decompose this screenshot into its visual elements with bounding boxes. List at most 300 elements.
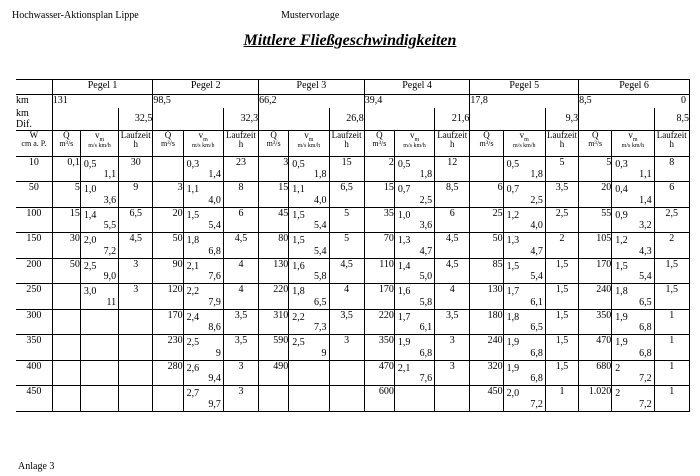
v-cell (394, 309, 434, 335)
v-kmh-value: 9,7 (208, 398, 221, 410)
v-kmh-value: 7,2 (103, 245, 117, 257)
lz-unit: h (238, 139, 244, 150)
v-cell (183, 156, 223, 182)
v-subscript: m (203, 136, 208, 143)
v-cell (612, 207, 654, 233)
v-kmh-value: 7,2 (530, 398, 543, 410)
v-ms-value: 1,9 (397, 337, 411, 348)
velocity-table (16, 79, 690, 412)
v-cell (80, 182, 118, 208)
laufzeit-value: 6 (654, 182, 689, 208)
v-ms-value: 1,8 (506, 311, 520, 323)
pegel-km (364, 95, 470, 108)
v-ms-value: 2,2 (186, 286, 200, 297)
v-symbol: v (198, 129, 204, 140)
q-value: 680 (579, 360, 612, 386)
dif-spacer (153, 108, 223, 131)
q-value: 590 (259, 335, 289, 361)
v-kmh-value: 3,2 (639, 220, 652, 231)
v-ms-value: 2,7 (186, 388, 200, 399)
v-ms-value: 1,5 (615, 260, 628, 272)
v-cell (289, 335, 329, 361)
v-label (612, 131, 653, 143)
document-header-center: Mustervorlage (281, 10, 340, 21)
laufzeit-value: 6,5 (329, 182, 364, 208)
v-ms-value: 2 (615, 362, 621, 374)
w-value: 150 (16, 233, 52, 259)
v-cell (612, 386, 654, 412)
col-head-laufzeit (119, 130, 153, 156)
w-label: W (29, 129, 39, 140)
v-cell (289, 284, 329, 310)
laufzeit-value: 1,5 (545, 309, 578, 335)
pegel-name: Pegel 5 (470, 80, 579, 95)
v-unit-ms: m/s (403, 142, 412, 149)
pegel-km-dif: 32,3 (223, 108, 258, 131)
v-ms-value: 2,4 (186, 311, 200, 323)
q-value (470, 156, 503, 182)
v-cell (503, 284, 545, 310)
v-symbol: v (94, 129, 100, 140)
w-value: 400 (16, 360, 52, 386)
v-kmh-value: 11 (106, 296, 117, 308)
v-cell (80, 233, 118, 259)
col-head-laufzeit (223, 130, 258, 156)
q-value: 85 (470, 258, 503, 284)
q-value: 110 (364, 258, 394, 284)
v-label (81, 131, 118, 143)
v-ms-value: 0,7 (506, 184, 520, 195)
dif-spacer (364, 108, 434, 131)
pegel-km-value: 8,5 (579, 95, 592, 106)
table-row (16, 360, 690, 386)
v-ms-value: 2,1 (397, 362, 411, 374)
table-row (16, 182, 690, 208)
table-row (16, 207, 690, 233)
q-value: 3 (259, 156, 289, 182)
v-ms-value: 2,6 (186, 362, 200, 374)
v-cell (612, 156, 654, 182)
pegel-km (470, 95, 579, 108)
v-kmh-value: 1,1 (103, 169, 117, 180)
pegel-km (153, 95, 259, 108)
v-cell (612, 309, 654, 335)
v-ms-value: 0,9 (615, 209, 628, 221)
v-ms-value: 1,6 (292, 260, 305, 272)
q-value: 490 (259, 360, 289, 386)
v-symbol: v (519, 129, 525, 140)
laufzeit-value: 3,5 (223, 309, 258, 335)
table-row (16, 335, 690, 361)
q-value: 50 (470, 233, 503, 259)
v-subscript: m (524, 136, 529, 143)
col-head-v (503, 130, 545, 156)
v-kmh-value: 1,4 (639, 194, 652, 206)
v-ms-value: 1,3 (506, 235, 520, 246)
laufzeit-value: 3,5 (329, 309, 364, 335)
q-value: 6 (470, 182, 503, 208)
v-unit-kmh: km/h (98, 142, 111, 149)
v-cell (80, 386, 118, 412)
q-unit: m³/s (372, 139, 387, 149)
w-value: 10 (16, 156, 52, 182)
w-value: 250 (16, 284, 52, 310)
v-unit-ms: m/s (621, 142, 631, 149)
pegel-km (52, 95, 153, 108)
laufzeit-value: 1 (654, 335, 689, 361)
laufzeit-value: 3,5 (435, 309, 470, 335)
v-cell (394, 207, 434, 233)
q-value: 120 (153, 284, 183, 310)
q-value: 15 (364, 182, 394, 208)
q-value (52, 360, 80, 386)
v-kmh-value: 6,8 (639, 322, 652, 333)
v-ms-value: 0,3 (186, 158, 200, 170)
laufzeit-value: 4,5 (119, 233, 153, 259)
dif-spacer (470, 108, 545, 131)
v-ms-value: 2,2 (292, 311, 305, 323)
v-cell (394, 335, 434, 361)
q-value: 170 (579, 258, 612, 284)
q-label: Q (483, 129, 490, 140)
v-units (184, 143, 223, 150)
laufzeit-value: 3 (119, 258, 153, 284)
v-ms-value: 1,8 (186, 235, 200, 246)
q-value: 230 (153, 335, 183, 361)
col-head-v (612, 130, 654, 156)
v-ms-value: 1,9 (615, 311, 628, 323)
laufzeit-value: 3 (119, 284, 153, 310)
q-value: 30 (52, 233, 80, 259)
table-row (16, 233, 690, 259)
laufzeit-value: 3 (329, 335, 364, 361)
q-value: 450 (470, 386, 503, 412)
v-kmh-value: 6,5 (530, 322, 543, 333)
v-kmh-value: 6,8 (208, 245, 221, 257)
v-ms-value: 1,1 (186, 184, 200, 195)
v-ms-value: 1,1 (292, 184, 305, 195)
table-row (16, 156, 690, 182)
laufzeit-value: 1 (654, 386, 689, 412)
v-ms-value: 1,2 (615, 235, 628, 246)
laufzeit-value: 5 (545, 156, 578, 182)
v-units (395, 143, 434, 150)
laufzeit-value: 30 (119, 156, 153, 182)
v-symbol: v (304, 129, 309, 140)
laufzeit-value: 4 (223, 258, 258, 284)
laufzeit-value: 6 (223, 207, 258, 233)
q-value: 70 (364, 233, 394, 259)
v-ms-value: 1,7 (397, 311, 411, 323)
v-cell (289, 233, 329, 259)
row-label-w (16, 130, 52, 156)
v-kmh-value: 4,7 (530, 245, 543, 257)
v-cell (503, 258, 545, 284)
v-cell (612, 233, 654, 259)
v-label (184, 131, 223, 143)
v-ms-value: 1,7 (506, 286, 520, 297)
footer-label: Anlage 3 (18, 461, 55, 472)
v-kmh-value: 5,4 (530, 271, 543, 282)
v-ms-value: 2,5 (186, 337, 200, 348)
v-kmh-value: 6,8 (530, 373, 543, 384)
v-ms-value: 1,0 (83, 184, 97, 195)
v-ms-value: 1,6 (397, 286, 411, 297)
pegel-km-value: 39,4 (364, 95, 383, 106)
v-kmh-value: 8,6 (208, 322, 221, 333)
laufzeit-value: 15 (329, 156, 364, 182)
laufzeit-value: 1 (545, 386, 578, 412)
v-kmh-value: 1,4 (208, 169, 221, 180)
laufzeit-value: 3 (223, 360, 258, 386)
q-value: 50 (153, 233, 183, 259)
q-value: 310 (259, 309, 289, 335)
lz-unit: h (344, 139, 349, 150)
col-head-q (259, 130, 289, 156)
laufzeit-value: 3 (435, 360, 470, 386)
laufzeit-value: 1,5 (654, 284, 689, 310)
v-kmh-value: 9 (321, 347, 327, 359)
laufzeit-value: 4,5 (435, 258, 470, 284)
v-ms-value: 0,5 (397, 158, 411, 170)
laufzeit-value: 4,5 (329, 258, 364, 284)
q-value: 130 (259, 258, 289, 284)
q-value: 470 (579, 335, 612, 361)
col-head-laufzeit (654, 130, 689, 156)
q-value: 320 (470, 360, 503, 386)
v-symbol: v (628, 129, 633, 140)
laufzeit-value: 6 (435, 207, 470, 233)
v-cell (503, 335, 545, 361)
table-row (16, 258, 690, 284)
q-value: 20 (153, 207, 183, 233)
document-title: Mittlere Fließgeschwindigkeiten (243, 32, 457, 49)
dif-spacer (52, 108, 118, 131)
v-kmh-value: 5,0 (419, 271, 433, 282)
v-cell (183, 207, 223, 233)
v-units (289, 143, 328, 150)
v-kmh-value: 5,4 (208, 220, 221, 231)
v-ms-value: 0,5 (83, 158, 97, 170)
v-cell (394, 258, 434, 284)
v-ms-value: 1,9 (506, 362, 520, 374)
laufzeit-value (119, 335, 153, 361)
laufzeit-value: 3,5 (545, 182, 578, 208)
col-head-laufzeit (435, 130, 470, 156)
laufzeit-value: 12 (435, 156, 470, 182)
v-cell (394, 156, 434, 182)
laufzeit-value: 4 (435, 284, 470, 310)
v-cell (183, 182, 223, 208)
q-value: 600 (364, 386, 394, 412)
q-value: 15 (52, 207, 80, 233)
v-unit-kmh: km/h (202, 142, 215, 149)
q-value (52, 335, 80, 361)
v-cell (503, 156, 545, 182)
laufzeit-value: 4 (329, 284, 364, 310)
q-value: 170 (153, 309, 183, 335)
pegel-name: Pegel 4 (364, 80, 470, 95)
v-cell (394, 233, 434, 259)
table-row (16, 386, 690, 412)
q-value: 130 (470, 284, 503, 310)
v-ms-value: 1,8 (615, 286, 628, 297)
row-label-line: Dif. (16, 118, 32, 130)
v-ms-value: 0,3 (615, 158, 628, 170)
q-value: 15 (259, 182, 289, 208)
v-ms-value: 0,4 (615, 184, 628, 195)
v-kmh-value: 1,1 (639, 169, 652, 180)
v-kmh-value: 3,6 (419, 220, 433, 231)
q-value (52, 284, 80, 310)
pegel-km-value: 98,5 (153, 95, 171, 106)
v-unit-kmh: km/h (631, 142, 645, 149)
v-ms-value: 1,4 (397, 260, 411, 272)
w-value: 50 (16, 182, 52, 208)
lz-label: Laufzeit (437, 129, 468, 140)
laufzeit-value: 1,5 (545, 284, 578, 310)
v-kmh-value: 4,7 (419, 245, 433, 257)
q-value: 470 (364, 360, 394, 386)
q-label: Q (164, 129, 172, 140)
v-unit-ms: m/s (297, 142, 307, 149)
v-units (81, 143, 118, 150)
v-ms-value: 2,5 (292, 337, 305, 348)
v-subscript: m (414, 136, 420, 143)
v-cell (503, 309, 545, 335)
lz-label: Laufzeit (225, 129, 256, 140)
lz-unit: h (133, 139, 139, 150)
v-kmh-value: 1,8 (530, 169, 543, 180)
v-cell (612, 182, 654, 208)
v-ms-value: 0,5 (506, 158, 520, 170)
v-cell (503, 182, 545, 208)
laufzeit-value (119, 309, 153, 335)
q-value: 220 (364, 309, 394, 335)
lz-label: Laufzeit (656, 129, 687, 140)
laufzeit-value: 4 (223, 284, 258, 310)
laufzeit-value: 2,5 (545, 207, 578, 233)
laufzeit-value: 3 (223, 386, 258, 412)
lz-label: Laufzeit (120, 129, 151, 140)
w-unit: cm a. P. (21, 139, 47, 149)
v-cell (80, 207, 118, 233)
laufzeit-value: 1,5 (545, 360, 578, 386)
v-unit-ms: m/s (88, 142, 97, 149)
v-cell (289, 207, 329, 233)
v-kmh-value: 9,0 (103, 271, 117, 282)
laufzeit-value: 8,5 (435, 182, 470, 208)
v-kmh-value: 5,4 (314, 245, 327, 257)
q-label: Q (591, 129, 599, 140)
v-ms-value: 1,5 (292, 235, 305, 246)
v-cell (289, 156, 329, 182)
q-value: 90 (153, 258, 183, 284)
v-cell (80, 309, 118, 335)
v-units (612, 143, 653, 150)
col-head-q (153, 130, 183, 156)
v-cell (183, 386, 223, 412)
v-cell (289, 309, 329, 335)
q-value: 2 (364, 156, 394, 182)
v-cell (183, 309, 223, 335)
v-ms-value: 2,1 (186, 260, 200, 272)
v-ms-value: 2,0 (83, 235, 97, 246)
pegel-km-dif: 8,5 (654, 108, 689, 131)
laufzeit-value: 1 (654, 360, 689, 386)
q-unit: m³/s (266, 139, 281, 149)
v-cell (289, 258, 329, 284)
q-value: 35 (364, 207, 394, 233)
v-unit-kmh: km/h (307, 142, 321, 149)
v-units (504, 143, 545, 150)
laufzeit-value: 9 (119, 182, 153, 208)
q-value: 80 (259, 233, 289, 259)
v-kmh-value: 6,5 (314, 296, 327, 308)
laufzeit-value: 1,5 (654, 258, 689, 284)
lz-label: Laufzeit (331, 129, 362, 140)
q-label: Q (63, 129, 70, 140)
laufzeit-value: 6,5 (119, 207, 153, 233)
v-ms-value: 3,0 (83, 286, 97, 297)
v-kmh-value: 6,1 (419, 322, 433, 333)
corner-cell (16, 80, 52, 95)
v-kmh-value: 3,6 (103, 194, 117, 206)
v-ms-value: 0,7 (397, 184, 411, 195)
v-kmh-value: 1,8 (314, 169, 327, 180)
v-kmh-value: 2,5 (419, 194, 433, 206)
col-head-q (364, 130, 394, 156)
v-ms-value: 1,5 (186, 209, 200, 221)
col-head-v (183, 130, 223, 156)
v-ms-value: 1,0 (397, 209, 411, 221)
v-kmh-value: 7,6 (208, 271, 221, 282)
laufzeit-value: 8 (654, 156, 689, 182)
v-kmh-value: 5,8 (314, 271, 327, 282)
q-value: 0,1 (52, 156, 80, 182)
pegel-km (579, 95, 690, 108)
q-value: 1.020 (579, 386, 612, 412)
q-value: 350 (579, 309, 612, 335)
pegel-km-dif: 21,6 (435, 108, 470, 131)
laufzeit-value (435, 386, 470, 412)
laufzeit-value: 8 (223, 182, 258, 208)
v-cell (612, 360, 654, 386)
v-kmh-value: 6,5 (639, 296, 652, 308)
v-cell (183, 284, 223, 310)
q-value: 5 (52, 182, 80, 208)
v-symbol: v (409, 129, 415, 140)
v-kmh-value: 5,5 (103, 220, 117, 231)
w-value: 350 (16, 335, 52, 361)
v-cell (503, 207, 545, 233)
q-unit: m³/s (161, 139, 175, 149)
v-ms-value: 2,0 (506, 388, 520, 399)
v-kmh-value: 6,8 (639, 347, 652, 359)
v-kmh-value: 9 (215, 347, 221, 359)
laufzeit-value (119, 386, 153, 412)
laufzeit-value: 3 (435, 335, 470, 361)
v-ms-value: 1,2 (506, 209, 520, 221)
v-subscript: m (632, 136, 638, 143)
laufzeit-value: 2 (545, 233, 578, 259)
q-value (52, 386, 80, 412)
q-value: 280 (153, 360, 183, 386)
v-ms-value: 1,9 (615, 337, 628, 348)
lz-label: Laufzeit (546, 129, 577, 140)
v-cell (503, 233, 545, 259)
laufzeit-value: 1,5 (545, 335, 578, 361)
